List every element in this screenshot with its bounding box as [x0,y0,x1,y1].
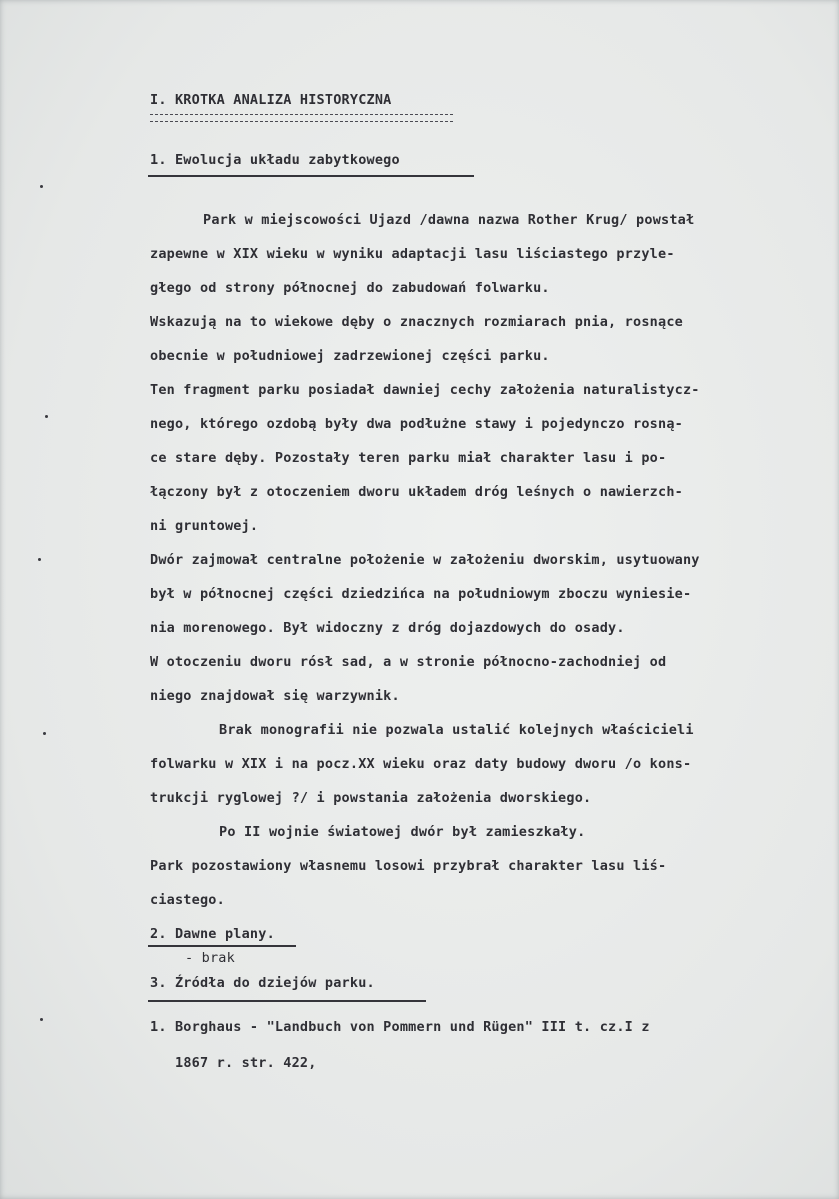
body-line-9: łączony był z otoczeniem dworu układem dróg leśnych o nawierzch- [150,484,683,500]
body-line-3: głego od strony północnej do zabudowań folwarku. [150,280,550,296]
section-3-underline [148,1000,426,1002]
body-line-14: W otoczeniu dworu rósł sad, a w stronie północno-zachodniej od [150,654,667,670]
body-line-21: ciastego. [150,892,225,908]
body-line-13: nia morenowego. Był widoczny z dróg dojazdowych do osady. [150,620,625,636]
source-line-2: 1867 r. str. 422, [175,1055,317,1071]
section-1-title: 1. Ewolucja układu zabytkowego [150,152,400,168]
body-line-7: nego, którego ozdobą były dwa podłużne stawy i pojedynczo rosną- [150,416,683,432]
section-1-underline [148,175,474,177]
body-line-4: Wskazują na to wiekowe dęby o znacznych rozmiarach pnia, rosnące [150,314,683,330]
body-line-12: był w północnej części dziedzińca na południowym zboczu wyniesie- [150,586,692,602]
body-line-2: zapewne w XIX wieku w wyniku adaptacji lasu liściastego przyle- [150,246,675,262]
body-line-18: trukcji ryglowej ?/ i powstania założenia dworskiego. [150,790,592,806]
heading-double-underline [150,114,453,122]
section-3-title: 3. Źródła do dziejów parku. [150,975,375,991]
body-line-1: Park w miejscowości Ujazd /dawna nazwa Rother Krug/ powstał [203,212,695,228]
margin-punch-mark [45,415,48,418]
margin-punch-mark [38,558,41,561]
body-line-5: obecnie w południowej zadrzewionej części parku. [150,348,550,364]
section-2-underline [148,945,296,947]
body-line-6: Ten fragment parku posiadał dawniej cechy założenia naturalistycz- [150,382,700,398]
margin-punch-mark [43,732,46,735]
margin-punch-mark [40,185,43,188]
body-line-10: ni gruntowej. [150,518,259,534]
section-2-title: 2. Dawne plany. [150,926,275,942]
body-line-16: Brak monografii nie pozwala ustalić kolejnych właścicieli [219,722,694,738]
document-heading: I. KROTKA ANALIZA HISTORYCZNA [150,92,392,108]
body-line-11: Dwór zajmował centralne położenie w założeniu dworskim, usytuowany [150,552,700,568]
body-line-15: niego znajdował się warzywnik. [150,688,400,704]
body-line-8: ce stare dęby. Pozostały teren parku miał charakter lasu i po- [150,450,667,466]
source-line-1: 1. Borghaus - "Landbuch von Pommern und Rügen" III t. cz.I z [150,1019,650,1035]
body-line-19: Po II wojnie światowej dwór był zamieszkały. [219,824,586,840]
body-line-17: folwarku w XIX i na pocz.XX wieku oraz daty budowy dworu /o kons- [150,756,692,772]
section-2-item: - brak [185,950,235,966]
body-line-20: Park pozostawiony własnemu losowi przybrał charakter lasu liś- [150,858,667,874]
margin-punch-mark [40,1018,43,1021]
